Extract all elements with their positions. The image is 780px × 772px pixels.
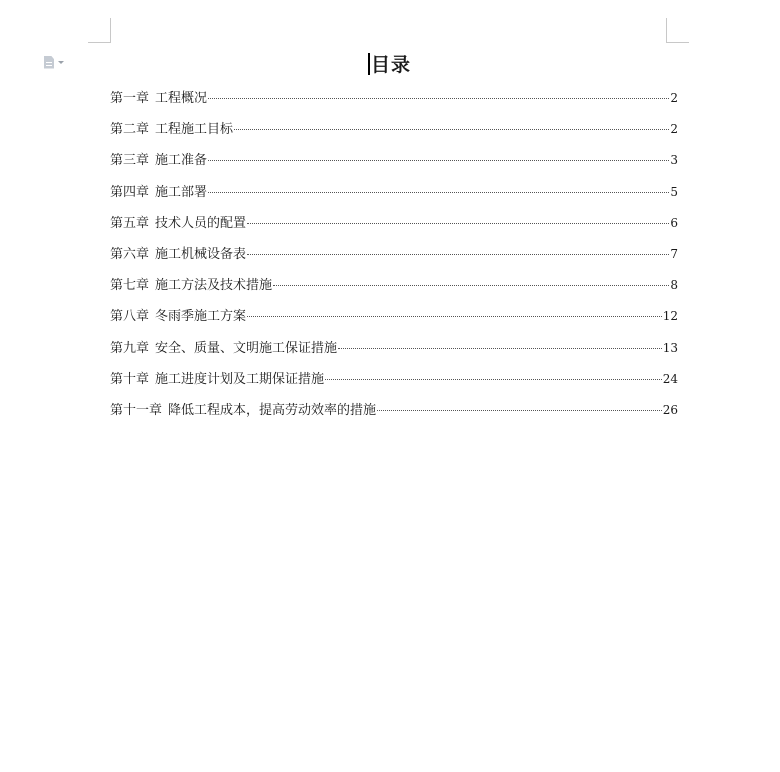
document-menu-button[interactable] xyxy=(44,54,74,70)
toc-page-number: 5 xyxy=(670,184,678,199)
toc-dot-leader xyxy=(338,348,662,349)
toc-chapter: 第四章 xyxy=(110,184,150,200)
toc-dot-leader xyxy=(208,160,669,161)
toc-entry[interactable] xyxy=(110,275,678,306)
toc-dot-leader xyxy=(208,98,669,99)
toc-page-number: 2 xyxy=(670,122,678,137)
toc-entry-text: 工程概况 xyxy=(155,91,208,106)
document-icon xyxy=(44,56,54,69)
toc-entry[interactable] xyxy=(110,306,678,337)
toc-entry-label xyxy=(110,89,207,109)
toc-entry-text: 安全、质量、文明施工保证措施 xyxy=(155,340,338,356)
toc-chapter: 第五章 xyxy=(110,215,150,231)
toc-chapter: 第九章 xyxy=(110,340,150,356)
toc-chapter: 第十一章 xyxy=(110,402,163,418)
toc-entry-label xyxy=(110,151,207,171)
toc-entry-text: 冬雨季施工方案 xyxy=(155,309,247,325)
toc-entry-label xyxy=(110,307,246,327)
toc-entry-text: 工程施工目标 xyxy=(155,122,234,138)
toc-entry[interactable] xyxy=(110,150,678,181)
toc-dot-leader xyxy=(273,285,669,286)
toc-chapter: 第十章 xyxy=(110,371,150,387)
toc-chapter: 第八章 xyxy=(110,309,150,325)
toc-dot-leader xyxy=(325,379,662,380)
toc-dot-leader xyxy=(377,410,662,411)
toc-entry[interactable] xyxy=(110,88,678,119)
toc-entry[interactable] xyxy=(110,369,678,400)
toc-chapter: 第三章 xyxy=(110,153,150,169)
toc-entry[interactable] xyxy=(110,119,678,150)
toc-entry-label xyxy=(110,339,337,359)
chevron-down-icon xyxy=(58,61,64,64)
toc-chapter: 第二章 xyxy=(110,122,150,138)
toc-entry[interactable] xyxy=(110,213,678,244)
margin-corner-top-left xyxy=(88,18,111,43)
toc-entry-label xyxy=(110,120,233,140)
toc-page-number: 6 xyxy=(670,215,678,230)
toc-page-number: 2 xyxy=(670,91,678,105)
toc-entry-text: 施工机械设备表 xyxy=(155,246,247,262)
toc-dot-leader xyxy=(247,223,669,224)
text-cursor xyxy=(368,53,370,75)
toc-page-number: 3 xyxy=(670,153,678,168)
toc-entry-text: 施工准备 xyxy=(155,153,208,169)
toc-dot-leader xyxy=(247,316,662,317)
toc-entry-text: 降低工程成本，提高劳动效率的措施 xyxy=(168,402,377,418)
toc-page-number: 12 xyxy=(662,309,678,324)
toc-entry-label xyxy=(110,370,324,390)
toc-chapter: 第七章 xyxy=(110,278,150,294)
toc-list xyxy=(110,88,678,431)
toc-chapter: 第一章 xyxy=(110,91,150,106)
toc-page-number: 24 xyxy=(662,371,678,386)
toc-entry-text: 技术人员的配置 xyxy=(155,215,247,231)
toc-title[interactable] xyxy=(368,50,411,77)
toc-entry-label xyxy=(110,214,246,234)
toc-entry-label xyxy=(110,401,376,421)
toc-page-number: 13 xyxy=(662,340,678,355)
toc-dot-leader xyxy=(208,192,669,193)
toc-dot-leader xyxy=(234,129,669,130)
toc-page-number: 7 xyxy=(670,246,678,261)
toc-dot-leader xyxy=(247,254,669,255)
toc-entry[interactable] xyxy=(110,182,678,213)
toc-entry[interactable] xyxy=(110,400,678,431)
toc-entry-label xyxy=(110,245,246,265)
toc-chapter: 第六章 xyxy=(110,246,150,262)
toc-entry-text: 施工部署 xyxy=(155,184,208,200)
toc-entry-text: 施工进度计划及工期保证措施 xyxy=(155,371,325,387)
toc-entry[interactable] xyxy=(110,244,678,275)
toc-page-number: 26 xyxy=(662,402,678,417)
toc-entry-label xyxy=(110,276,272,296)
toc-entry-label xyxy=(110,183,207,203)
toc-title-text: 目录 xyxy=(371,54,412,76)
margin-corner-top-right xyxy=(666,18,689,43)
toc-entry-text: 施工方法及技术措施 xyxy=(155,278,273,294)
toc-entry[interactable] xyxy=(110,338,678,369)
toc-page-number: 8 xyxy=(670,278,678,293)
